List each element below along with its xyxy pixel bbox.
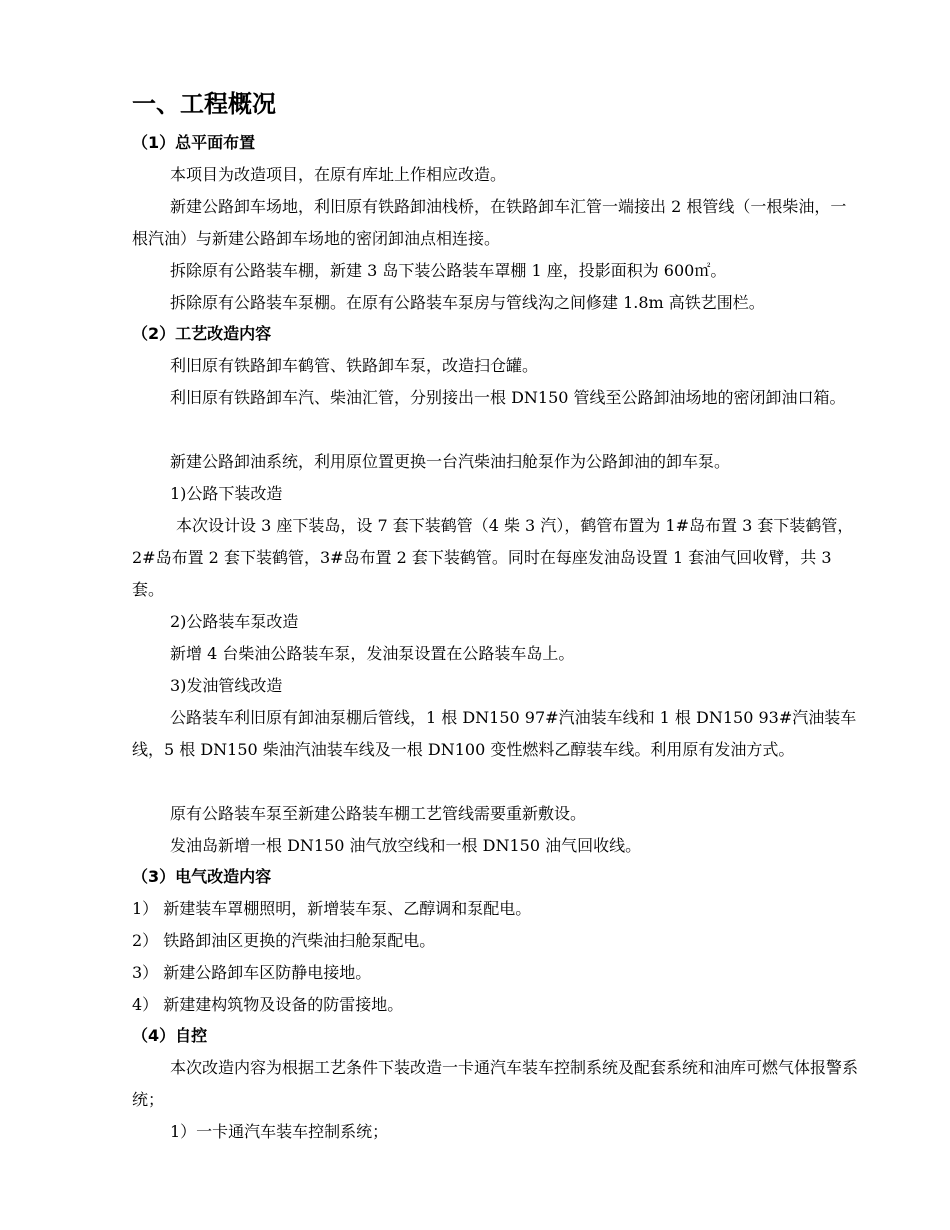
paragraph: 本项目为改造项目，在原有库址上作相应改造。	[170, 165, 507, 184]
section-title-process: （2）工艺改造内容	[132, 324, 272, 343]
list-item: 2） 铁路卸油区更换的汽柴油扫舱泵配电。	[132, 931, 436, 950]
subheading: 1)公路下装改造	[170, 484, 283, 503]
paragraph: 发油岛新增一根 DN150 油气放空线和一根 DN150 油气回收线。	[170, 836, 642, 855]
paragraph: 利旧原有铁路卸车汽、柴油汇管，分别接出一根 DN150 管线至公路卸油场地的密闭卸油口箱。	[170, 388, 846, 407]
list-item: 1） 新建装车罩棚照明，新增装车泵、乙醇调和泵配电。	[132, 899, 532, 918]
paragraph: 新建公路卸车场地，利旧原有铁路卸油栈桥，在铁路卸车汇管一端接出 2 根管线（一根柴油，一根汽油）与新建公路卸车场地的密闭卸油点相连接。	[132, 197, 847, 248]
paragraph: 新建公路卸油系统，利用原位置更换一台汽柴油扫舱泵作为公路卸油的卸车泵。	[170, 452, 731, 471]
list-item: 4） 新建建构筑物及设备的防雷接地。	[132, 995, 404, 1014]
paragraph: 本次改造内容为根据工艺条件下装改造一卡通汽车装车控制系统及配套系统和油库可燃气体报警系统；	[132, 1058, 859, 1109]
paragraph: 1）一卡通汽车装车控制系统；	[170, 1122, 389, 1141]
subheading: 2)公路装车泵改造	[170, 612, 299, 631]
paragraph: 利旧原有铁路卸车鹤管、铁路卸车泵，改造扫仓罐。	[170, 356, 539, 375]
paragraph: 本次设计设 3 座下装岛，设 7 套下装鹤管（4 柴 3 汽），鹤管布置为 1#岛布置 3 套下装鹤管，2#岛布置 2 套下装鹤管，3#岛布置 2 套下装鹤管。同时在每座发油岛设置 1 套油气回收臂，共 3 套。	[132, 516, 854, 599]
section-title-automation: （4）自控	[132, 1026, 208, 1045]
paragraph: 公路装车利旧原有卸油泵棚后管线，1 根 DN150 97#汽油装车线和 1 根 DN150 93#汽油装车线，5 根 DN150 柴油汽油装车线及一根 DN100 变性燃料乙醇装车线。利用原有发油方式。	[132, 708, 857, 759]
list-item: 3） 新建公路卸车区防静电接地。	[132, 963, 372, 982]
section-title-electrical: （3）电气改造内容	[132, 867, 272, 886]
document-heading: 一、工程概况	[132, 90, 276, 118]
paragraph: 拆除原有公路装车泵棚。在原有公路装车泵房与管线沟之间修建 1.8m 高铁艺围栏。	[170, 293, 765, 312]
subheading: 3)发油管线改造	[170, 676, 283, 695]
paragraph: 新增 4 台柴油公路装车泵，发油泵设置在公路装车岛上。	[170, 644, 575, 663]
paragraph: 原有公路装车泵至新建公路装车棚工艺管线需要重新敷设。	[170, 804, 587, 823]
section-title-layout: （1）总平面布置	[132, 133, 256, 152]
paragraph: 拆除原有公路装车棚，新建 3 岛下装公路装车罩棚 1 座，投影面积为 600㎡。	[170, 261, 727, 280]
